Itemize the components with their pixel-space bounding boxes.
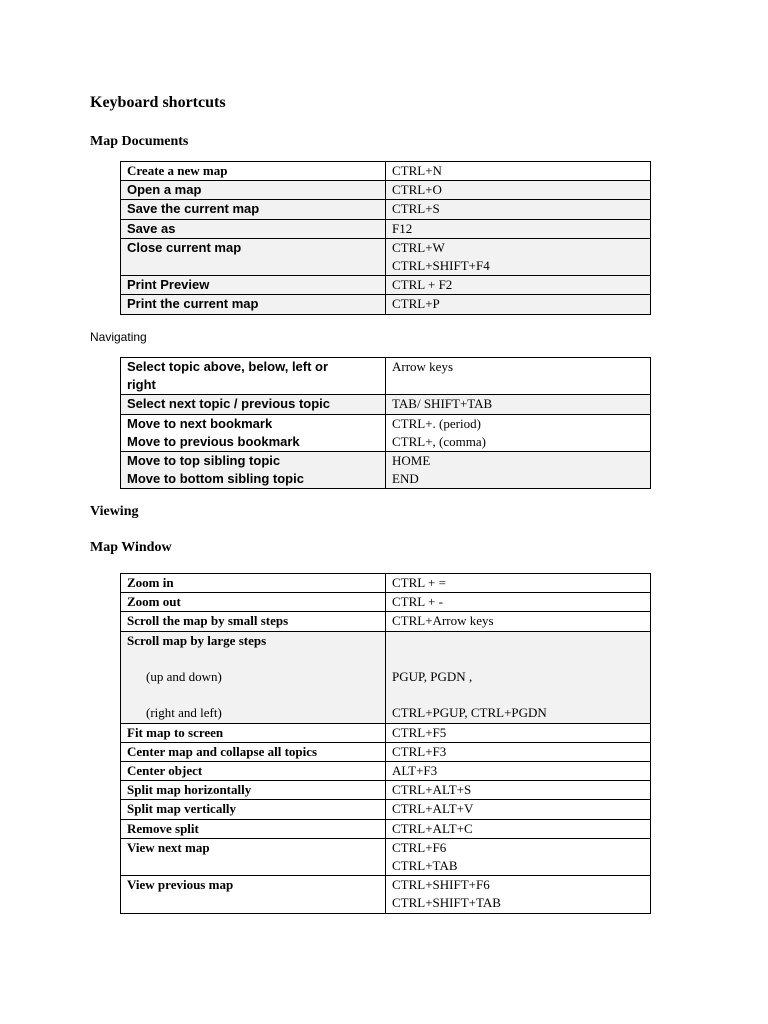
- shortcut-action-cell: [121, 593, 386, 612]
- shortcut-keys: CTRL + =: [392, 575, 446, 590]
- shortcut-action: Create a new map: [127, 163, 228, 178]
- shortcut-action: Remove split: [127, 820, 199, 836]
- table-row: [121, 819, 651, 838]
- shortcut-keys: CTRL+ALT+C: [392, 820, 473, 836]
- shortcut-keys: CTRL+F6: [392, 839, 447, 855]
- shortcut-keys-cell: [386, 876, 651, 913]
- shortcut-action-cell: [121, 276, 386, 295]
- shortcut-action: Close current map: [127, 239, 242, 255]
- shortcut-action-cell: [121, 781, 386, 800]
- shortcut-action-cell: [121, 238, 386, 275]
- shortcut-keys: CTRL+ALT+S: [392, 782, 472, 798]
- shortcut-action: Scroll map by large steps: [127, 632, 267, 648]
- shortcut-action: Center map and collapse all topics: [127, 743, 318, 759]
- table-row: [121, 612, 651, 631]
- shortcut-keys: HOME: [392, 453, 431, 469]
- table-row: [121, 276, 651, 295]
- shortcut-action: Save the current map: [127, 201, 260, 217]
- shortcut-action: Save as: [127, 220, 176, 236]
- shortcut-keys-cell: [386, 819, 651, 838]
- shortcut-keys-cell: [386, 742, 651, 761]
- shortcut-keys-cell: [386, 295, 651, 314]
- shortcut-keys-cell: [386, 238, 651, 275]
- shortcut-action-detail: (right and left): [146, 705, 222, 721]
- shortcut-keys: CTRL+F5: [392, 724, 447, 740]
- shortcut-keys: F12: [392, 220, 413, 236]
- table-row: [121, 800, 651, 819]
- shortcut-keys: CTRL+W: [392, 239, 445, 255]
- map-window-table: [120, 573, 651, 914]
- shortcut-keys-cell: [386, 414, 651, 451]
- table-row: [121, 838, 651, 875]
- section-heading-map-documents: Map Documents: [90, 134, 189, 149]
- shortcut-keys-cell: [386, 631, 651, 723]
- table-row: [121, 219, 651, 238]
- table-row: [121, 631, 651, 723]
- shortcut-keys-cell: [386, 800, 651, 819]
- shortcut-keys: CTRL+SHIFT+TAB: [392, 895, 501, 911]
- section-heading-navigating: Navigating: [90, 330, 147, 344]
- shortcut-keys-cell: [386, 838, 651, 875]
- table-row: [121, 742, 651, 761]
- shortcut-keys-cell: [386, 181, 651, 200]
- shortcut-keys: CTRL+N: [392, 163, 442, 178]
- table-row: [121, 395, 651, 414]
- section-heading-viewing: Viewing: [90, 504, 139, 519]
- shortcut-keys: CTRL+O: [392, 182, 442, 198]
- shortcut-action: View previous map: [127, 877, 234, 893]
- shortcut-keys: CTRL+S: [392, 201, 440, 217]
- shortcut-keys: CTRL+PGUP, CTRL+PGDN: [392, 705, 547, 721]
- shortcut-keys: CTRL+F3: [392, 743, 447, 759]
- shortcut-action: View next map: [127, 839, 210, 855]
- shortcut-action-detail: (up and down): [146, 669, 222, 684]
- shortcut-keys: CTRL + -: [392, 594, 443, 610]
- shortcut-keys-cell: [386, 276, 651, 295]
- table-row: [121, 414, 651, 451]
- table-row: [121, 452, 651, 489]
- table-row: [121, 876, 651, 913]
- shortcut-action: Center object: [127, 763, 203, 778]
- shortcut-action: Move to previous bookmark: [127, 433, 300, 449]
- shortcut-keys-cell: [386, 593, 651, 612]
- shortcut-keys: CTRL+. (period): [392, 415, 481, 431]
- shortcut-keys: Arrow keys: [392, 359, 454, 374]
- shortcut-action-cell: [121, 742, 386, 761]
- shortcut-action: Select topic above, below, left or: [127, 359, 329, 374]
- table-row: [121, 723, 651, 742]
- shortcut-action-cell: [121, 876, 386, 913]
- table-row: [121, 162, 651, 181]
- shortcut-action-cell: [121, 631, 386, 723]
- shortcut-action-cell: [121, 295, 386, 314]
- shortcut-action-cell: [121, 723, 386, 742]
- section-heading-map-window: Map Window: [90, 540, 172, 555]
- shortcut-action: right: [127, 377, 156, 393]
- shortcut-action: Zoom in: [127, 575, 174, 590]
- map-documents-table: [120, 161, 651, 315]
- shortcut-keys-cell: [386, 762, 651, 781]
- shortcut-action-cell: [121, 838, 386, 875]
- shortcut-action-cell: [121, 414, 386, 451]
- shortcut-keys: CTRL+ALT+V: [392, 801, 474, 817]
- shortcut-keys: CTRL+TAB: [392, 858, 458, 874]
- shortcut-action-cell: [121, 200, 386, 219]
- shortcut-keys-cell: [386, 219, 651, 238]
- shortcut-keys-cell: [386, 162, 651, 181]
- shortcut-action: Split map vertically: [127, 801, 237, 817]
- shortcut-keys: CTRL + F2: [392, 277, 453, 293]
- table-row: [121, 593, 651, 612]
- shortcut-action: Split map horizontally: [127, 782, 252, 798]
- table-row: [121, 200, 651, 219]
- shortcut-keys-cell: [386, 723, 651, 742]
- table-row: [121, 238, 651, 275]
- shortcut-action: Zoom out: [127, 594, 181, 610]
- shortcut-keys: PGUP, PGDN ,: [392, 668, 473, 684]
- shortcut-action-cell: [121, 358, 386, 395]
- shortcut-action: Move to bottom sibling topic: [127, 471, 304, 487]
- shortcut-action-cell: [121, 574, 386, 593]
- shortcut-keys: END: [392, 471, 419, 487]
- shortcut-keys: CTRL+Arrow keys: [392, 613, 494, 629]
- table-row: [121, 781, 651, 800]
- shortcut-action-cell: [121, 162, 386, 181]
- navigating-table: [120, 357, 651, 489]
- table-row: [121, 762, 651, 781]
- shortcut-keys: CTRL+SHIFT+F6: [392, 877, 490, 893]
- shortcut-action: Move to next bookmark: [127, 415, 273, 431]
- shortcut-action-cell: [121, 762, 386, 781]
- shortcut-keys-cell: [386, 200, 651, 219]
- shortcut-action-cell: [121, 219, 386, 238]
- shortcut-action: Fit map to screen: [127, 724, 224, 740]
- shortcut-keys-cell: [386, 781, 651, 800]
- shortcut-action-cell: [121, 395, 386, 414]
- shortcut-action-cell: [121, 181, 386, 200]
- shortcut-action-cell: [121, 452, 386, 489]
- shortcut-keys: ALT+F3: [392, 763, 438, 778]
- shortcut-action: Open a map: [127, 182, 202, 198]
- shortcut-keys-cell: [386, 395, 651, 414]
- shortcut-action: Print Preview: [127, 277, 210, 293]
- shortcut-keys: TAB/ SHIFT+TAB: [392, 396, 493, 412]
- shortcut-action-cell: [121, 800, 386, 819]
- shortcut-keys: CTRL+, (comma): [392, 433, 486, 449]
- shortcut-keys-cell: [386, 452, 651, 489]
- shortcut-action-cell: [121, 612, 386, 631]
- shortcut-keys-cell: [386, 574, 651, 593]
- shortcut-keys-cell: [386, 358, 651, 395]
- shortcut-action: Move to top sibling topic: [127, 453, 281, 469]
- shortcut-action: Print the current map: [127, 296, 259, 312]
- shortcut-action-cell: [121, 819, 386, 838]
- shortcut-keys-cell: [386, 612, 651, 631]
- table-row: [121, 295, 651, 314]
- shortcut-action: Select next topic / previous topic: [127, 396, 330, 412]
- shortcut-keys: CTRL+P: [392, 296, 440, 312]
- table-row: [121, 181, 651, 200]
- page-title: Keyboard shortcuts: [90, 94, 226, 111]
- shortcut-keys: CTRL+SHIFT+F4: [392, 258, 490, 274]
- shortcut-action: Scroll the map by small steps: [127, 613, 289, 629]
- table-row: [121, 574, 651, 593]
- table-row: [121, 358, 651, 395]
